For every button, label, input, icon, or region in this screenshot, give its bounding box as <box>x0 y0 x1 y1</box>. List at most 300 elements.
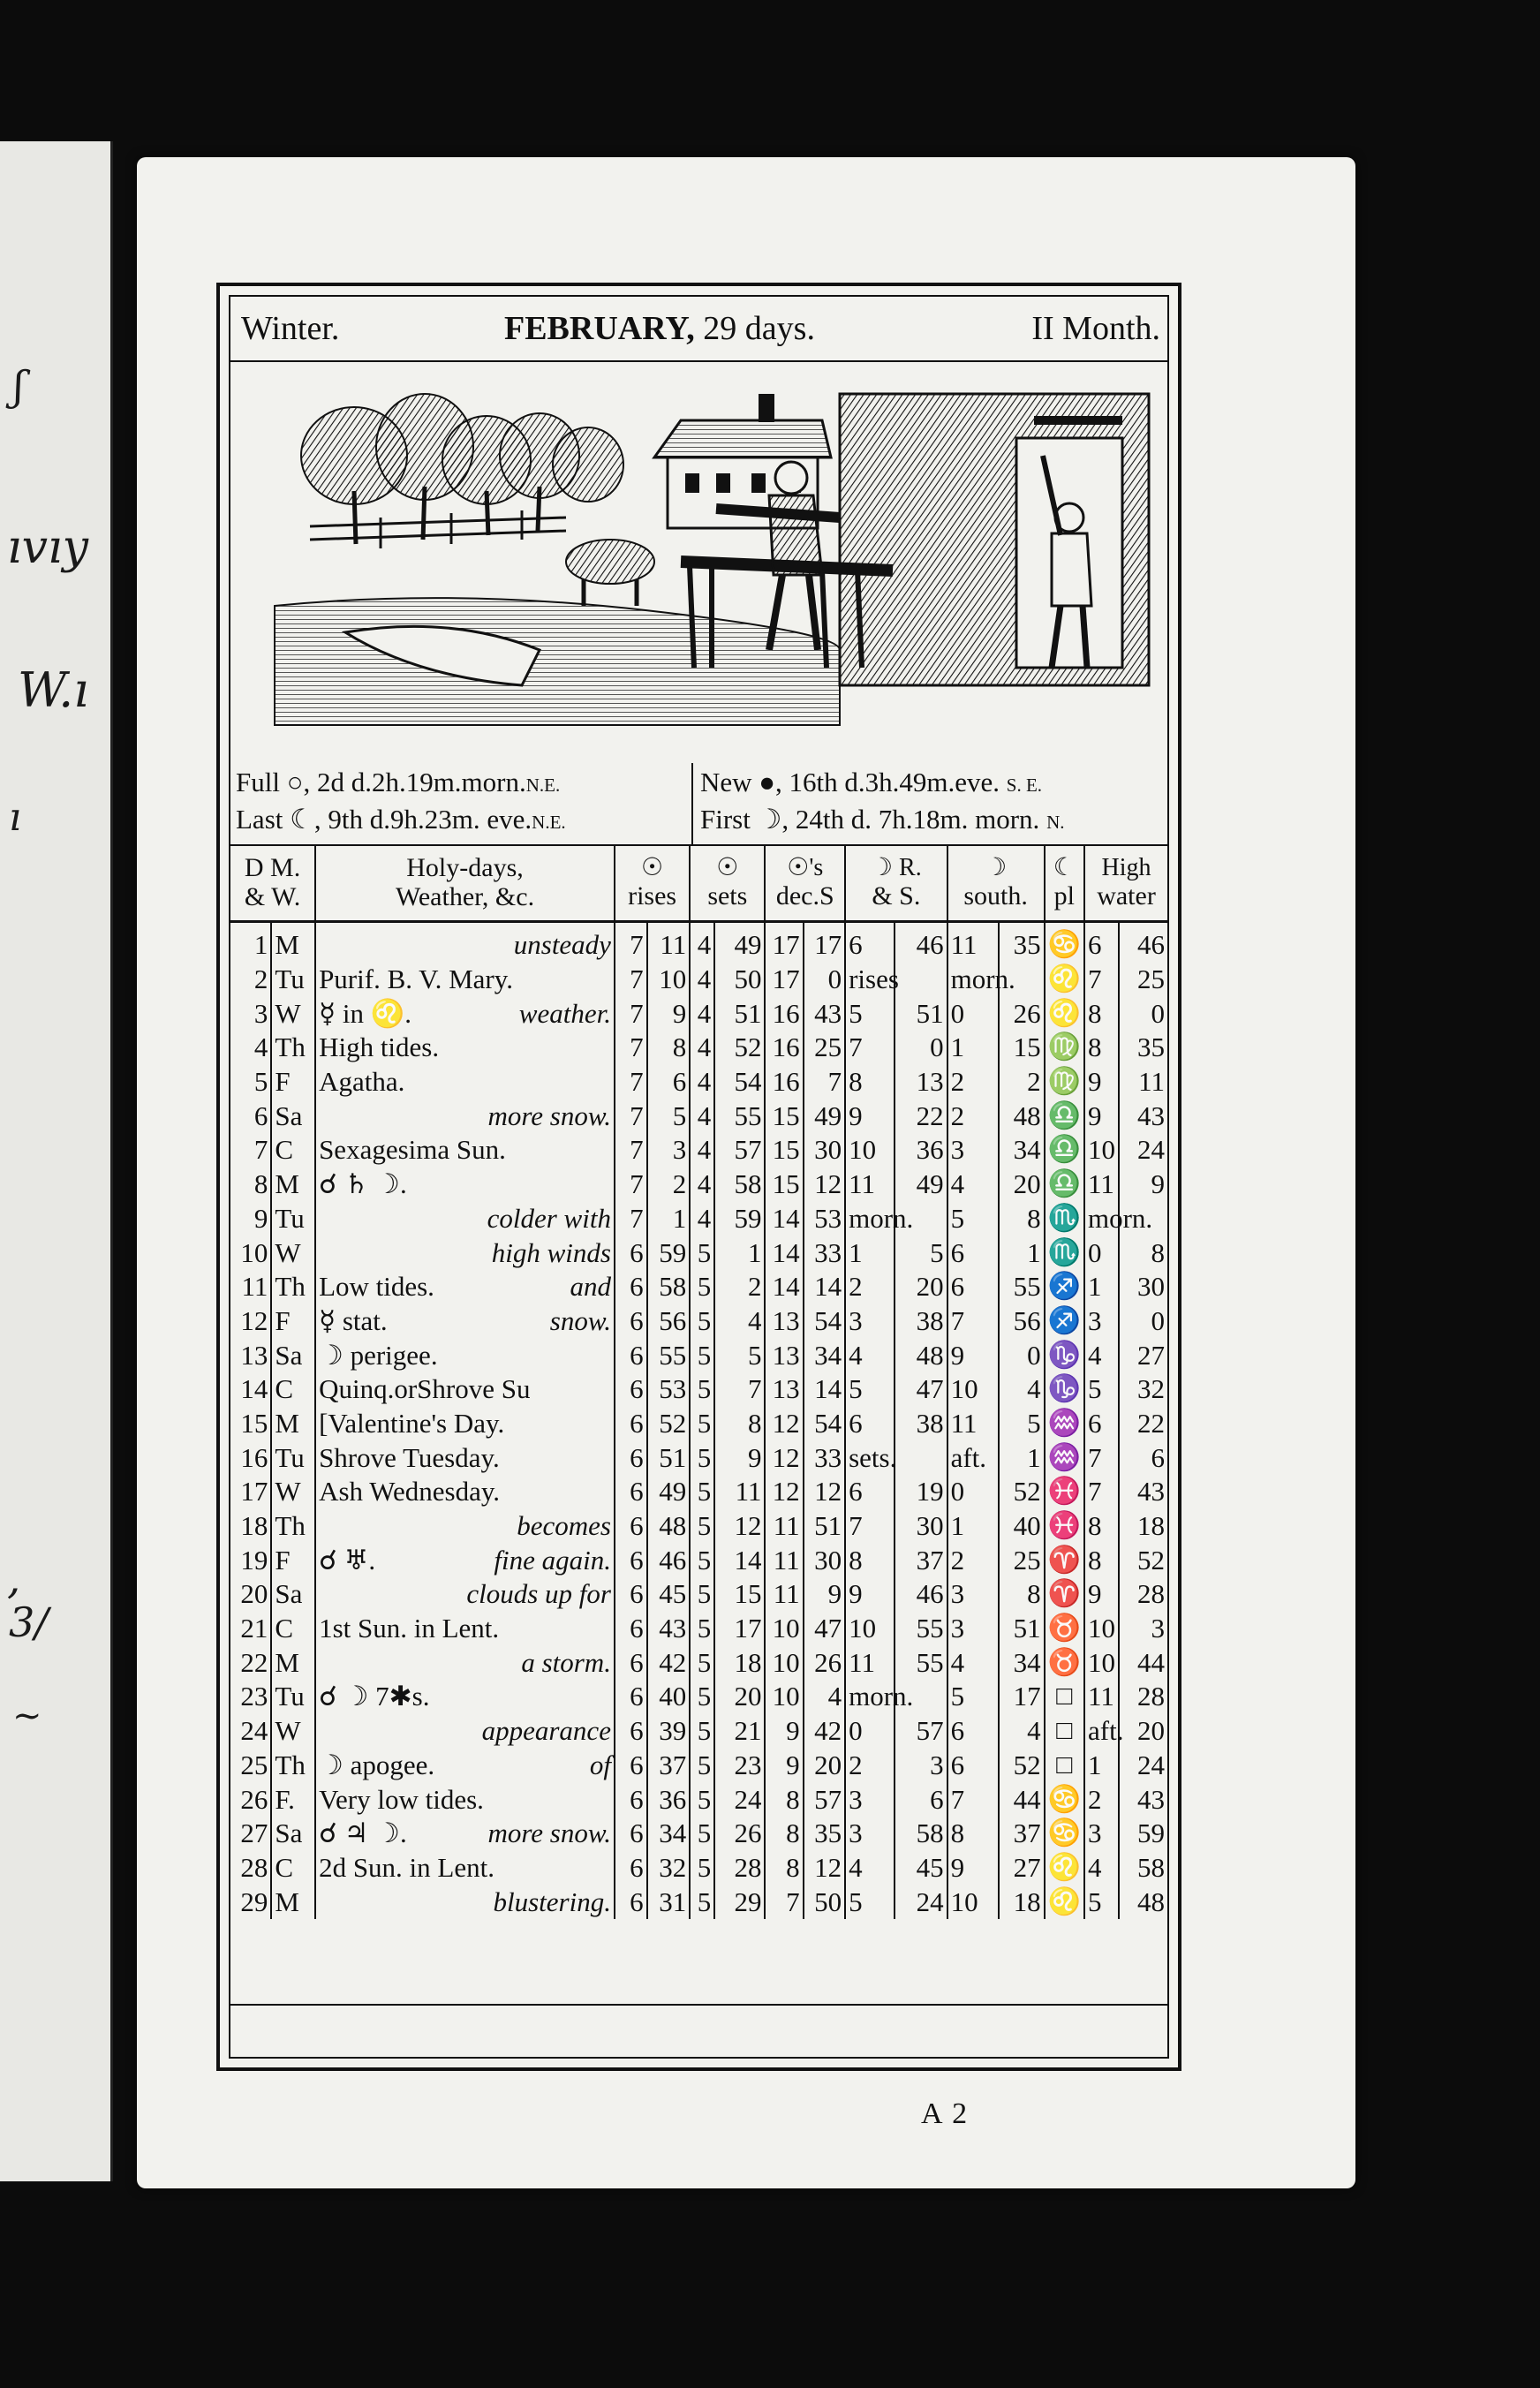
cell-rh: 7 <box>615 963 647 997</box>
holyday-cell <box>315 1065 615 1100</box>
cell-dmn: 33 <box>804 1440 846 1475</box>
cell-mrh: 11 <box>845 1168 895 1202</box>
cell-wh: 7 <box>1084 963 1119 997</box>
col-moon-south: ☽ south. <box>947 844 1045 922</box>
cell-sm: 49 <box>714 922 765 963</box>
cell-dd: 11 <box>765 1509 803 1544</box>
cell-pl: ♐ <box>1045 1304 1084 1339</box>
cell-mrm: 3 <box>895 1749 947 1783</box>
cell-rm: 3 <box>647 1133 691 1168</box>
cell-rh: 6 <box>615 1851 647 1885</box>
cell-dmn: 43 <box>804 996 846 1031</box>
cell-dw: W <box>271 1714 315 1749</box>
holyday-cell <box>315 1440 615 1475</box>
cell-pl: ♈ <box>1045 1577 1084 1612</box>
table-row <box>230 1714 1167 1749</box>
holyday-text: Low tides. <box>319 1271 434 1303</box>
cell-msm: 15 <box>999 1031 1045 1065</box>
cell-rh: 7 <box>615 1133 647 1168</box>
cell-msm: 51 <box>999 1612 1045 1646</box>
cell-dmn: 20 <box>804 1749 846 1783</box>
cell-dw: F <box>271 1543 315 1577</box>
cell-dd: 8 <box>765 1782 803 1817</box>
cell-rh: 6 <box>615 1714 647 1749</box>
cell-sm: 18 <box>714 1645 765 1680</box>
cell-dw: Sa <box>271 1099 315 1133</box>
moon-phases <box>230 763 1167 846</box>
adjacent-page: ʃ ıvıy W.ı ı , 3/ ~ <box>0 141 113 2181</box>
weather-text: unsteady <box>513 929 611 961</box>
cell-sh: 4 <box>690 963 714 997</box>
holyday-cell <box>315 1817 615 1851</box>
cell-wm: 3 <box>1151 1613 1165 1644</box>
cell-wm: 30 <box>1137 1271 1165 1303</box>
cell-wm: 44 <box>1137 1646 1165 1678</box>
cell-mrh: 7 <box>845 1509 895 1544</box>
cell-wm: 32 <box>1137 1373 1165 1405</box>
table-row <box>230 1851 1167 1885</box>
table-row <box>230 1407 1167 1441</box>
cell-dm: 28 <box>230 1851 271 1885</box>
cell-rh: 7 <box>615 922 647 963</box>
cell-wh: 9 <box>1084 1577 1119 1612</box>
cell-mrh: 0 <box>845 1714 895 1749</box>
cell-msh: 6 <box>947 1714 999 1749</box>
table-row <box>230 1440 1167 1475</box>
weather-text: appearance <box>481 1715 611 1747</box>
cell-msh: 10 <box>947 1372 999 1407</box>
cell-wh: 8 <box>1084 996 1119 1031</box>
cell-dd: 17 <box>765 922 803 963</box>
holyday-text: ☿ stat. <box>319 1304 388 1336</box>
cell-rm: 32 <box>647 1851 691 1885</box>
table-row <box>230 1509 1167 1544</box>
cell-sh: 5 <box>690 1851 714 1885</box>
cell-mrh: 2 <box>845 1749 895 1783</box>
cell-sh: 5 <box>690 1612 714 1646</box>
cell-msm: 37 <box>999 1817 1045 1851</box>
cell-wh: 11 <box>1084 1168 1119 1202</box>
cell-wm: 22 <box>1137 1407 1165 1439</box>
cell-mrm: 38 <box>895 1407 947 1441</box>
cell-wh: 8 <box>1084 1509 1119 1544</box>
cell-rm: 9 <box>647 996 691 1031</box>
holyday-text: 2d Sun. in Lent. <box>319 1851 494 1883</box>
cell-dmn: 26 <box>804 1645 846 1680</box>
cell-dw: Tu <box>271 1680 315 1714</box>
month-number: II Month. <box>1031 310 1160 347</box>
holyday-text: ☽ apogee. <box>319 1749 435 1780</box>
cell-sh: 5 <box>690 1645 714 1680</box>
cell-dd: 12 <box>765 1475 803 1509</box>
holyday-text: ☿ in ♌. <box>319 997 412 1029</box>
cell-dmn: 49 <box>804 1099 846 1133</box>
cell-rh: 6 <box>615 1236 647 1270</box>
table-row <box>230 1543 1167 1577</box>
weather-text: colder with <box>487 1202 611 1234</box>
cell-rh: 6 <box>615 1885 647 1919</box>
cell-msm: 27 <box>999 1851 1045 1885</box>
cell-msh: 6 <box>947 1270 999 1304</box>
cell-dm: 19 <box>230 1543 271 1577</box>
cell-dd: 7 <box>765 1885 803 1919</box>
cell-dw: Sa <box>271 1577 315 1612</box>
cell-wm: 6 <box>1151 1441 1165 1473</box>
cell-mrh: 5 <box>845 1372 895 1407</box>
cell-sh: 4 <box>690 1133 714 1168</box>
cell-mrh: 10 <box>845 1612 895 1646</box>
cell-pl: ♑ <box>1045 1372 1084 1407</box>
cell-dmn: 9 <box>804 1577 846 1612</box>
cell-sm: 50 <box>714 963 765 997</box>
holyday-text: 1st Sun. in Lent. <box>319 1613 500 1644</box>
cell-sm: 5 <box>714 1338 765 1372</box>
cell-msh: 2 <box>947 1099 999 1133</box>
moon-icon: ☾ <box>1053 853 1076 881</box>
cell-sm: 23 <box>714 1749 765 1783</box>
cell-sm: 7 <box>714 1372 765 1407</box>
cell-wh: 3 <box>1084 1817 1119 1851</box>
cell-sh: 5 <box>690 1440 714 1475</box>
cell-rh: 6 <box>615 1407 647 1441</box>
cell-pl: ♑ <box>1045 1338 1084 1372</box>
cell-dm: 15 <box>230 1407 271 1441</box>
cell-wm: 28 <box>1137 1578 1165 1610</box>
cell-mrh: 5 <box>845 1885 895 1919</box>
cell-mrm: 6 <box>895 1782 947 1817</box>
cell-sm: 4 <box>714 1304 765 1339</box>
cell-msh: 4 <box>947 1645 999 1680</box>
cell-mrm: 55 <box>895 1612 947 1646</box>
cell-sm: 11 <box>714 1475 765 1509</box>
holyday-cell <box>315 1304 615 1339</box>
cell-mrh: rises <box>845 963 895 997</box>
col-moon-rise-set: ☽ R. & S. <box>845 844 947 922</box>
cell-rh: 6 <box>615 1680 647 1714</box>
cell-msm: 1 <box>999 1440 1045 1475</box>
cell-sh: 4 <box>690 1065 714 1100</box>
cell-wh: 3 <box>1084 1304 1119 1339</box>
col-sun-declination: ☉'s dec.S <box>765 844 845 922</box>
cell-msh: aft. <box>947 1440 999 1475</box>
cell-wm: 0 <box>1151 1304 1165 1336</box>
cell-dm: 26 <box>230 1782 271 1817</box>
col-sun-sets: ☉ sets <box>690 844 765 922</box>
cell-mrm: 20 <box>895 1270 947 1304</box>
weather-text: and <box>570 1271 611 1303</box>
holyday-cell <box>315 963 615 997</box>
cell-msm: 25 <box>999 1543 1045 1577</box>
cell-dmn: 50 <box>804 1885 846 1919</box>
cell-dd: 10 <box>765 1645 803 1680</box>
holyday-cell <box>315 1749 615 1783</box>
cell-mrm: 45 <box>895 1851 947 1885</box>
cell-rm: 8 <box>647 1031 691 1065</box>
cell-dd: 10 <box>765 1612 803 1646</box>
cell-rh: 6 <box>615 1475 647 1509</box>
holyday-cell <box>315 1407 615 1441</box>
cell-dw: W <box>271 1475 315 1509</box>
holyday-text: Very low tides. <box>319 1783 484 1815</box>
cell-sh: 5 <box>690 1270 714 1304</box>
cell-dmn: 33 <box>804 1236 846 1270</box>
cell-dm: 21 <box>230 1612 271 1646</box>
cell-pl: ♎ <box>1045 1168 1084 1202</box>
cell-mrm: 48 <box>895 1338 947 1372</box>
cell-msm: 2 <box>999 1065 1045 1100</box>
cell-rh: 7 <box>615 1065 647 1100</box>
cell-rh: 6 <box>615 1577 647 1612</box>
cell-dd: 10 <box>765 1680 803 1714</box>
cell-wm: 8 <box>1151 1236 1165 1268</box>
cell-pl: ♉ <box>1045 1645 1084 1680</box>
holyday-cell <box>315 996 615 1031</box>
holyday-cell <box>315 1270 615 1304</box>
cell-rm: 2 <box>647 1168 691 1202</box>
cell-dm: 7 <box>230 1133 271 1168</box>
cell-dmn: 42 <box>804 1714 846 1749</box>
cell-msm: 20 <box>999 1168 1045 1202</box>
cell-mrh: 6 <box>845 1475 895 1509</box>
cell-dm: 17 <box>230 1475 271 1509</box>
cell-dd: 9 <box>765 1749 803 1783</box>
holyday-text: ☽ perigee. <box>319 1339 438 1371</box>
cell-rh: 6 <box>615 1749 647 1783</box>
holyday-text: ☌ ☽ 7✱s. <box>319 1681 430 1712</box>
cell-dd: 8 <box>765 1851 803 1885</box>
cell-sm: 52 <box>714 1031 765 1065</box>
cell-sh: 5 <box>690 1782 714 1817</box>
cell-sh: 5 <box>690 1304 714 1339</box>
cell-pl: ♍ <box>1045 1065 1084 1100</box>
weather-text: high winds <box>491 1236 611 1268</box>
holyday-text: Sexagesima Sun. <box>319 1134 506 1166</box>
holyday-cell <box>315 1612 615 1646</box>
cell-sh: 5 <box>690 1885 714 1919</box>
cell-msh: 0 <box>947 1475 999 1509</box>
cell-sm: 20 <box>714 1680 765 1714</box>
cell-rm: 59 <box>647 1236 691 1270</box>
cell-pl: ♓ <box>1045 1509 1084 1544</box>
cell-dm: 16 <box>230 1440 271 1475</box>
cell-dmn: 14 <box>804 1372 846 1407</box>
weather-text: clouds up for <box>466 1578 611 1610</box>
cell-rh: 7 <box>615 1031 647 1065</box>
cell-msm: 48 <box>999 1099 1045 1133</box>
cell-sm: 15 <box>714 1577 765 1612</box>
table-row <box>230 1168 1167 1202</box>
cell-dm: 11 <box>230 1270 271 1304</box>
cell-pl: □ <box>1045 1680 1084 1714</box>
weather-text: blustering. <box>493 1885 611 1917</box>
cell-rm: 55 <box>647 1338 691 1372</box>
first-quarter-entry: First ☽, 24th d. 7h.18m. morn. N. <box>700 804 1065 835</box>
cell-dmn: 7 <box>804 1065 846 1100</box>
new-moon-entry: New ●, 16th d.3h.49m.eve. S. E. <box>700 767 1043 797</box>
cell-rh: 6 <box>615 1645 647 1680</box>
cell-dmn: 4 <box>804 1680 846 1714</box>
cell-dm: 5 <box>230 1065 271 1100</box>
cell-rm: 45 <box>647 1577 691 1612</box>
cell-wh: 4 <box>1084 1338 1119 1372</box>
table-row <box>230 1304 1167 1339</box>
cell-dmn: 14 <box>804 1270 846 1304</box>
cell-dd: 13 <box>765 1372 803 1407</box>
cell-dmn: 51 <box>804 1509 846 1544</box>
cell-sh: 4 <box>690 996 714 1031</box>
col-day: D M. & W. <box>230 844 315 922</box>
cell-wm: 28 <box>1137 1681 1165 1712</box>
cell-rm: 34 <box>647 1817 691 1851</box>
page-header <box>230 297 1167 362</box>
holyday-text: Purif. B. V. Mary. <box>319 964 513 995</box>
cell-wm: 11 <box>1138 1066 1165 1098</box>
cell-sh: 5 <box>690 1817 714 1851</box>
cell-pl: ♌ <box>1045 1885 1084 1919</box>
cell-wm: 20 <box>1137 1715 1165 1747</box>
cell-pl: □ <box>1045 1749 1084 1783</box>
cell-mrm: 57 <box>895 1714 947 1749</box>
cell-dd: 14 <box>765 1236 803 1270</box>
cell-dmn: 34 <box>804 1338 846 1372</box>
cell-dm: 12 <box>230 1304 271 1339</box>
cell-sh: 5 <box>690 1577 714 1612</box>
table-row <box>230 1749 1167 1783</box>
cell-dw: W <box>271 1236 315 1270</box>
cell-dmn: 0 <box>804 963 846 997</box>
cell-msh: 5 <box>947 1680 999 1714</box>
cell-wh: 1 <box>1084 1270 1119 1304</box>
cell-dw: C <box>271 1851 315 1885</box>
holyday-cell <box>315 1509 615 1544</box>
cell-sm: 17 <box>714 1612 765 1646</box>
cell-msh: morn. <box>947 963 999 997</box>
cell-dd: 15 <box>765 1168 803 1202</box>
holyday-text: ☌ ♃ ☽. <box>319 1817 407 1849</box>
cell-mrm: 58 <box>895 1817 947 1851</box>
cell-dw: Tu <box>271 1202 315 1236</box>
cell-wm: 43 <box>1137 1100 1165 1131</box>
page-signature: A 2 <box>921 2097 970 2130</box>
cell-dm: 4 <box>230 1031 271 1065</box>
cell-msh: 11 <box>947 922 999 963</box>
cell-rh: 7 <box>615 1168 647 1202</box>
cell-wh: 9 <box>1084 1099 1119 1133</box>
cell-mrh: 9 <box>845 1099 895 1133</box>
cell-wm: 52 <box>1137 1544 1165 1576</box>
cell-rm: 11 <box>647 922 691 963</box>
woodcut-illustration <box>275 385 1166 725</box>
cell-sh: 4 <box>690 1202 714 1236</box>
cell-sm: 21 <box>714 1714 765 1749</box>
cell-wm: 27 <box>1137 1339 1165 1371</box>
cell-dd: 14 <box>765 1202 803 1236</box>
cell-sm: 26 <box>714 1817 765 1851</box>
cell-msm: 8 <box>999 1202 1045 1236</box>
cell-rh: 6 <box>615 1509 647 1544</box>
cell-mrm: 22 <box>895 1099 947 1133</box>
cell-rm: 58 <box>647 1270 691 1304</box>
cell-wh: 1 <box>1084 1749 1119 1783</box>
holyday-cell <box>315 922 615 963</box>
cell-dw: M <box>271 922 315 963</box>
month-title: FEBRUARY, 29 days. <box>504 310 815 347</box>
cell-msm: 40 <box>999 1509 1045 1544</box>
cell-rh: 7 <box>615 1099 647 1133</box>
table-row <box>230 1885 1167 1919</box>
cell-pl: ♒ <box>1045 1440 1084 1475</box>
cell-dm: 9 <box>230 1202 271 1236</box>
cell-msh: 9 <box>947 1338 999 1372</box>
cell-msh: 6 <box>947 1236 999 1270</box>
cell-msh: 2 <box>947 1543 999 1577</box>
table-row <box>230 996 1167 1031</box>
cell-dw: Sa <box>271 1338 315 1372</box>
cell-sh: 5 <box>690 1236 714 1270</box>
cell-msm: 4 <box>999 1714 1045 1749</box>
cell-wh: morn. <box>1084 1202 1119 1236</box>
cell-msm: 44 <box>999 1782 1045 1817</box>
cell-dm: 2 <box>230 963 271 997</box>
holyday-text: [Valentine's Day. <box>319 1407 505 1439</box>
season-label: Winter. <box>241 310 340 347</box>
col-high-water: High water <box>1084 844 1167 922</box>
cell-mrh: 4 <box>845 1851 895 1885</box>
cell-msh: 3 <box>947 1133 999 1168</box>
holyday-cell <box>315 1680 615 1714</box>
table-row <box>230 1133 1167 1168</box>
cell-dmn: 17 <box>804 922 846 963</box>
cell-sh: 4 <box>690 1031 714 1065</box>
cell-mrh: 3 <box>845 1782 895 1817</box>
table-row <box>230 1577 1167 1612</box>
cell-wm: 43 <box>1137 1783 1165 1815</box>
cell-pl: ♍ <box>1045 1031 1084 1065</box>
calendar-table <box>230 844 1167 1919</box>
cell-wm: 48 <box>1137 1885 1165 1917</box>
cell-dw: F <box>271 1065 315 1100</box>
cell-msm: 18 <box>999 1885 1045 1919</box>
cell-dm: 20 <box>230 1577 271 1612</box>
cell-wm: 35 <box>1137 1032 1165 1063</box>
cell-msh: 10 <box>947 1885 999 1919</box>
cell-msm: 55 <box>999 1270 1045 1304</box>
cell-wh: 6 <box>1084 1407 1119 1441</box>
cell-dd: 16 <box>765 1031 803 1065</box>
cell-mrh: 3 <box>845 1304 895 1339</box>
cell-wh: aft. <box>1084 1714 1119 1749</box>
cell-dm: 23 <box>230 1680 271 1714</box>
cell-dw: Tu <box>271 963 315 997</box>
cell-rm: 10 <box>647 963 691 997</box>
cell-pl: ♌ <box>1045 996 1084 1031</box>
cell-dm: 25 <box>230 1749 271 1783</box>
cell-msm: 34 <box>999 1133 1045 1168</box>
table-row <box>230 1612 1167 1646</box>
cell-pl: ♌ <box>1045 1851 1084 1885</box>
cell-sh: 5 <box>690 1407 714 1441</box>
table-row <box>230 1782 1167 1817</box>
cell-pl: ♏ <box>1045 1236 1084 1270</box>
table-row <box>230 1270 1167 1304</box>
cell-dw: Th <box>271 1509 315 1544</box>
cell-sh: 4 <box>690 1168 714 1202</box>
cell-mrh: 8 <box>845 1065 895 1100</box>
cell-wm: 59 <box>1137 1817 1165 1849</box>
cell-rm: 46 <box>647 1543 691 1577</box>
cell-dmn: 30 <box>804 1133 846 1168</box>
holyday-cell <box>315 1475 615 1509</box>
